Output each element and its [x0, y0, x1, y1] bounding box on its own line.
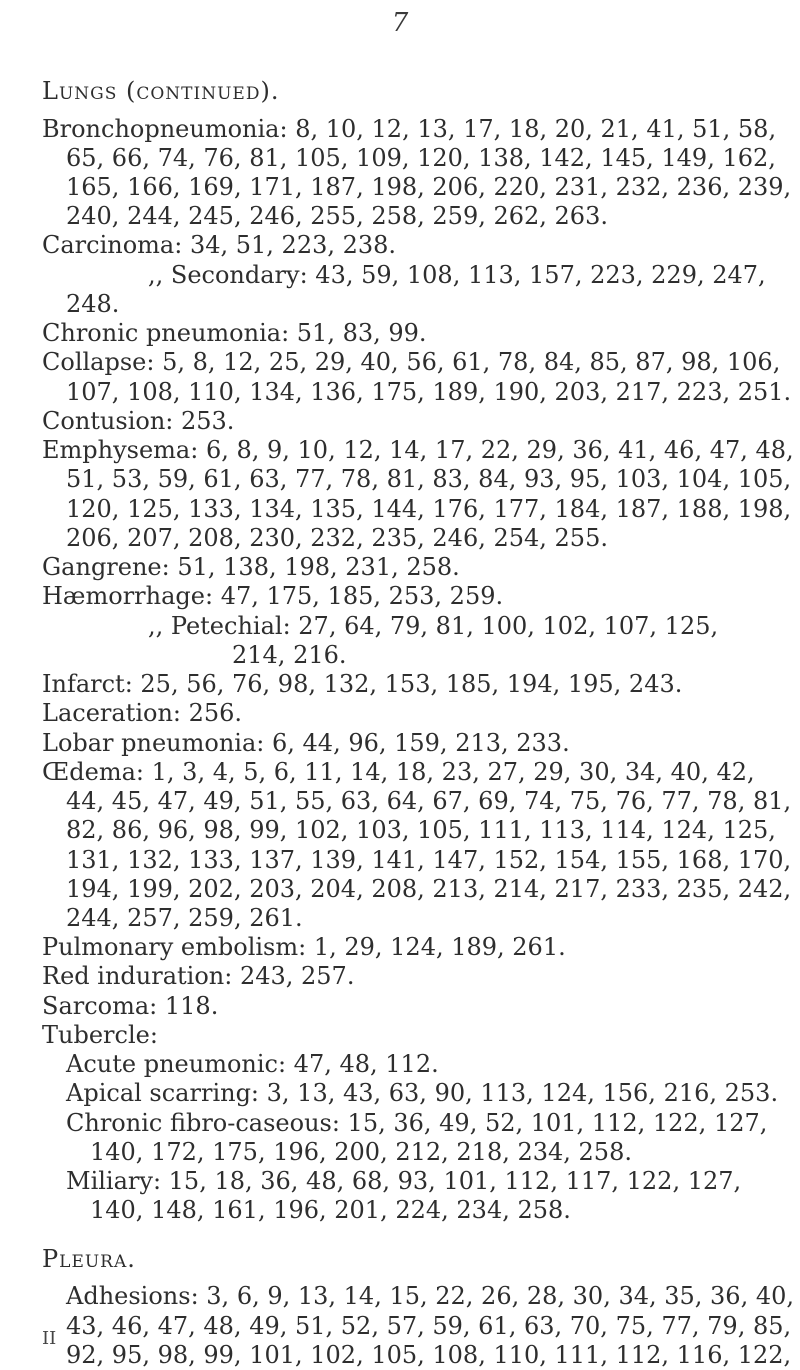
index-line: 92, 95, 98, 99, 101, 102, 105, 108, 110, 111, 112, 116, 122,	[66, 1341, 792, 1369]
index-line: Gangrene: 51, 138, 198, 231, 258.	[42, 553, 460, 581]
index-line: 131, 132, 133, 137, 139, 141, 147, 152, 154, 155, 168, 170,	[66, 846, 792, 874]
index-line: Chronic fibro-caseous: 15, 36, 49, 52, 101, 112, 122, 127,	[66, 1109, 768, 1137]
index-line: 43, 46, 47, 48, 49, 51, 52, 57, 59, 61, 63, 70, 75, 77, 79, 85,	[66, 1312, 792, 1340]
index-line: 82, 86, 96, 98, 99, 102, 103, 105, 111, 113, 114, 124, 125,	[66, 816, 776, 844]
index-line: Adhesions: 3, 6, 9, 13, 14, 15, 22, 26, 28, 30, 34, 35, 36, 40,	[66, 1282, 795, 1310]
index-line: Chronic pneumonia: 51, 83, 99.	[42, 319, 427, 347]
index-line: 140, 148, 161, 196, 201, 224, 234, 258.	[90, 1196, 571, 1224]
index-line: 244, 257, 259, 261.	[66, 904, 303, 932]
index-line: Contusion: 253.	[42, 407, 235, 435]
page-number: 7	[391, 8, 409, 38]
index-line: ,, Petechial: 27, 64, 79, 81, 100, 102, 107, 125,	[148, 612, 719, 640]
index-line: 51, 53, 59, 61, 63, 77, 78, 81, 83, 84, 93, 95, 103, 104, 105,	[66, 465, 792, 493]
index-line: Emphysema: 6, 8, 9, 10, 12, 14, 17, 22, 29, 36, 41, 46, 47, 48,	[42, 436, 794, 464]
index-line: Acute pneumonic: 47, 48, 112.	[66, 1050, 439, 1078]
index-line: 214, 216.	[232, 641, 347, 669]
index-line: Hæmorrhage: 47, 175, 185, 253, 259.	[42, 582, 504, 610]
index-line: 248.	[66, 290, 120, 318]
index-line: 44, 45, 47, 49, 51, 55, 63, 64, 67, 69, 74, 75, 76, 77, 78, 81,	[66, 787, 792, 815]
index-line: 107, 108, 110, 134, 136, 175, 189, 190, 203, 217, 223, 251.	[66, 378, 792, 406]
index-line: 194, 199, 202, 203, 204, 208, 213, 214, 217, 233, 235, 242,	[66, 875, 792, 903]
index-line: 240, 244, 245, 246, 255, 258, 259, 262, 263.	[66, 202, 608, 230]
index-line: ,, Secondary: 43, 59, 108, 113, 157, 223, 229, 247,	[148, 261, 766, 289]
index-line: 65, 66, 74, 76, 81, 105, 109, 120, 138, 142, 145, 149, 162,	[66, 144, 776, 172]
index-line: Red induration: 243, 257.	[42, 962, 355, 990]
index-line: Bronchopneumonia: 8, 10, 12, 13, 17, 18, 20, 21, 41, 51, 58,	[42, 115, 777, 143]
index-line: 165, 166, 169, 171, 187, 198, 206, 220, 231, 232, 236, 239,	[66, 173, 792, 201]
index-line: Lobar pneumonia: 6, 44, 96, 159, 213, 233.	[42, 729, 570, 757]
index-line: Infarct: 25, 56, 76, 98, 132, 153, 185, 194, 195, 243.	[42, 670, 683, 698]
index-line: Collapse: 5, 8, 12, 25, 29, 40, 56, 61, 78, 84, 85, 87, 98, 106,	[42, 348, 781, 376]
index-line: Miliary: 15, 18, 36, 48, 68, 93, 101, 112, 117, 122, 127,	[66, 1167, 742, 1195]
index-line: 120, 125, 133, 134, 135, 144, 176, 177, 184, 187, 188, 198,	[66, 495, 792, 523]
index-line: Lungs (continued).	[42, 77, 280, 105]
index-line: 206, 207, 208, 230, 232, 235, 246, 254, 255.	[66, 524, 608, 552]
signature-mark: II	[42, 1328, 57, 1349]
index-line: Pleura.	[42, 1245, 136, 1273]
index-line: Tubercle:	[42, 1021, 158, 1049]
index-line: Œdema: 1, 3, 4, 5, 6, 11, 14, 18, 23, 27, 29, 30, 34, 40, 42,	[42, 758, 755, 786]
index-line: Sarcoma: 118.	[42, 992, 219, 1020]
index-line: 140, 172, 175, 196, 200, 212, 218, 234, 258.	[90, 1138, 632, 1166]
index-line: Laceration: 256.	[42, 699, 243, 727]
index-line: Pulmonary embolism: 1, 29, 124, 189, 261.	[42, 933, 566, 961]
index-line: Carcinoma: 34, 51, 223, 238.	[42, 231, 397, 259]
index-line: Apical scarring: 3, 13, 43, 63, 90, 113, 124, 156, 216, 253.	[66, 1079, 779, 1107]
